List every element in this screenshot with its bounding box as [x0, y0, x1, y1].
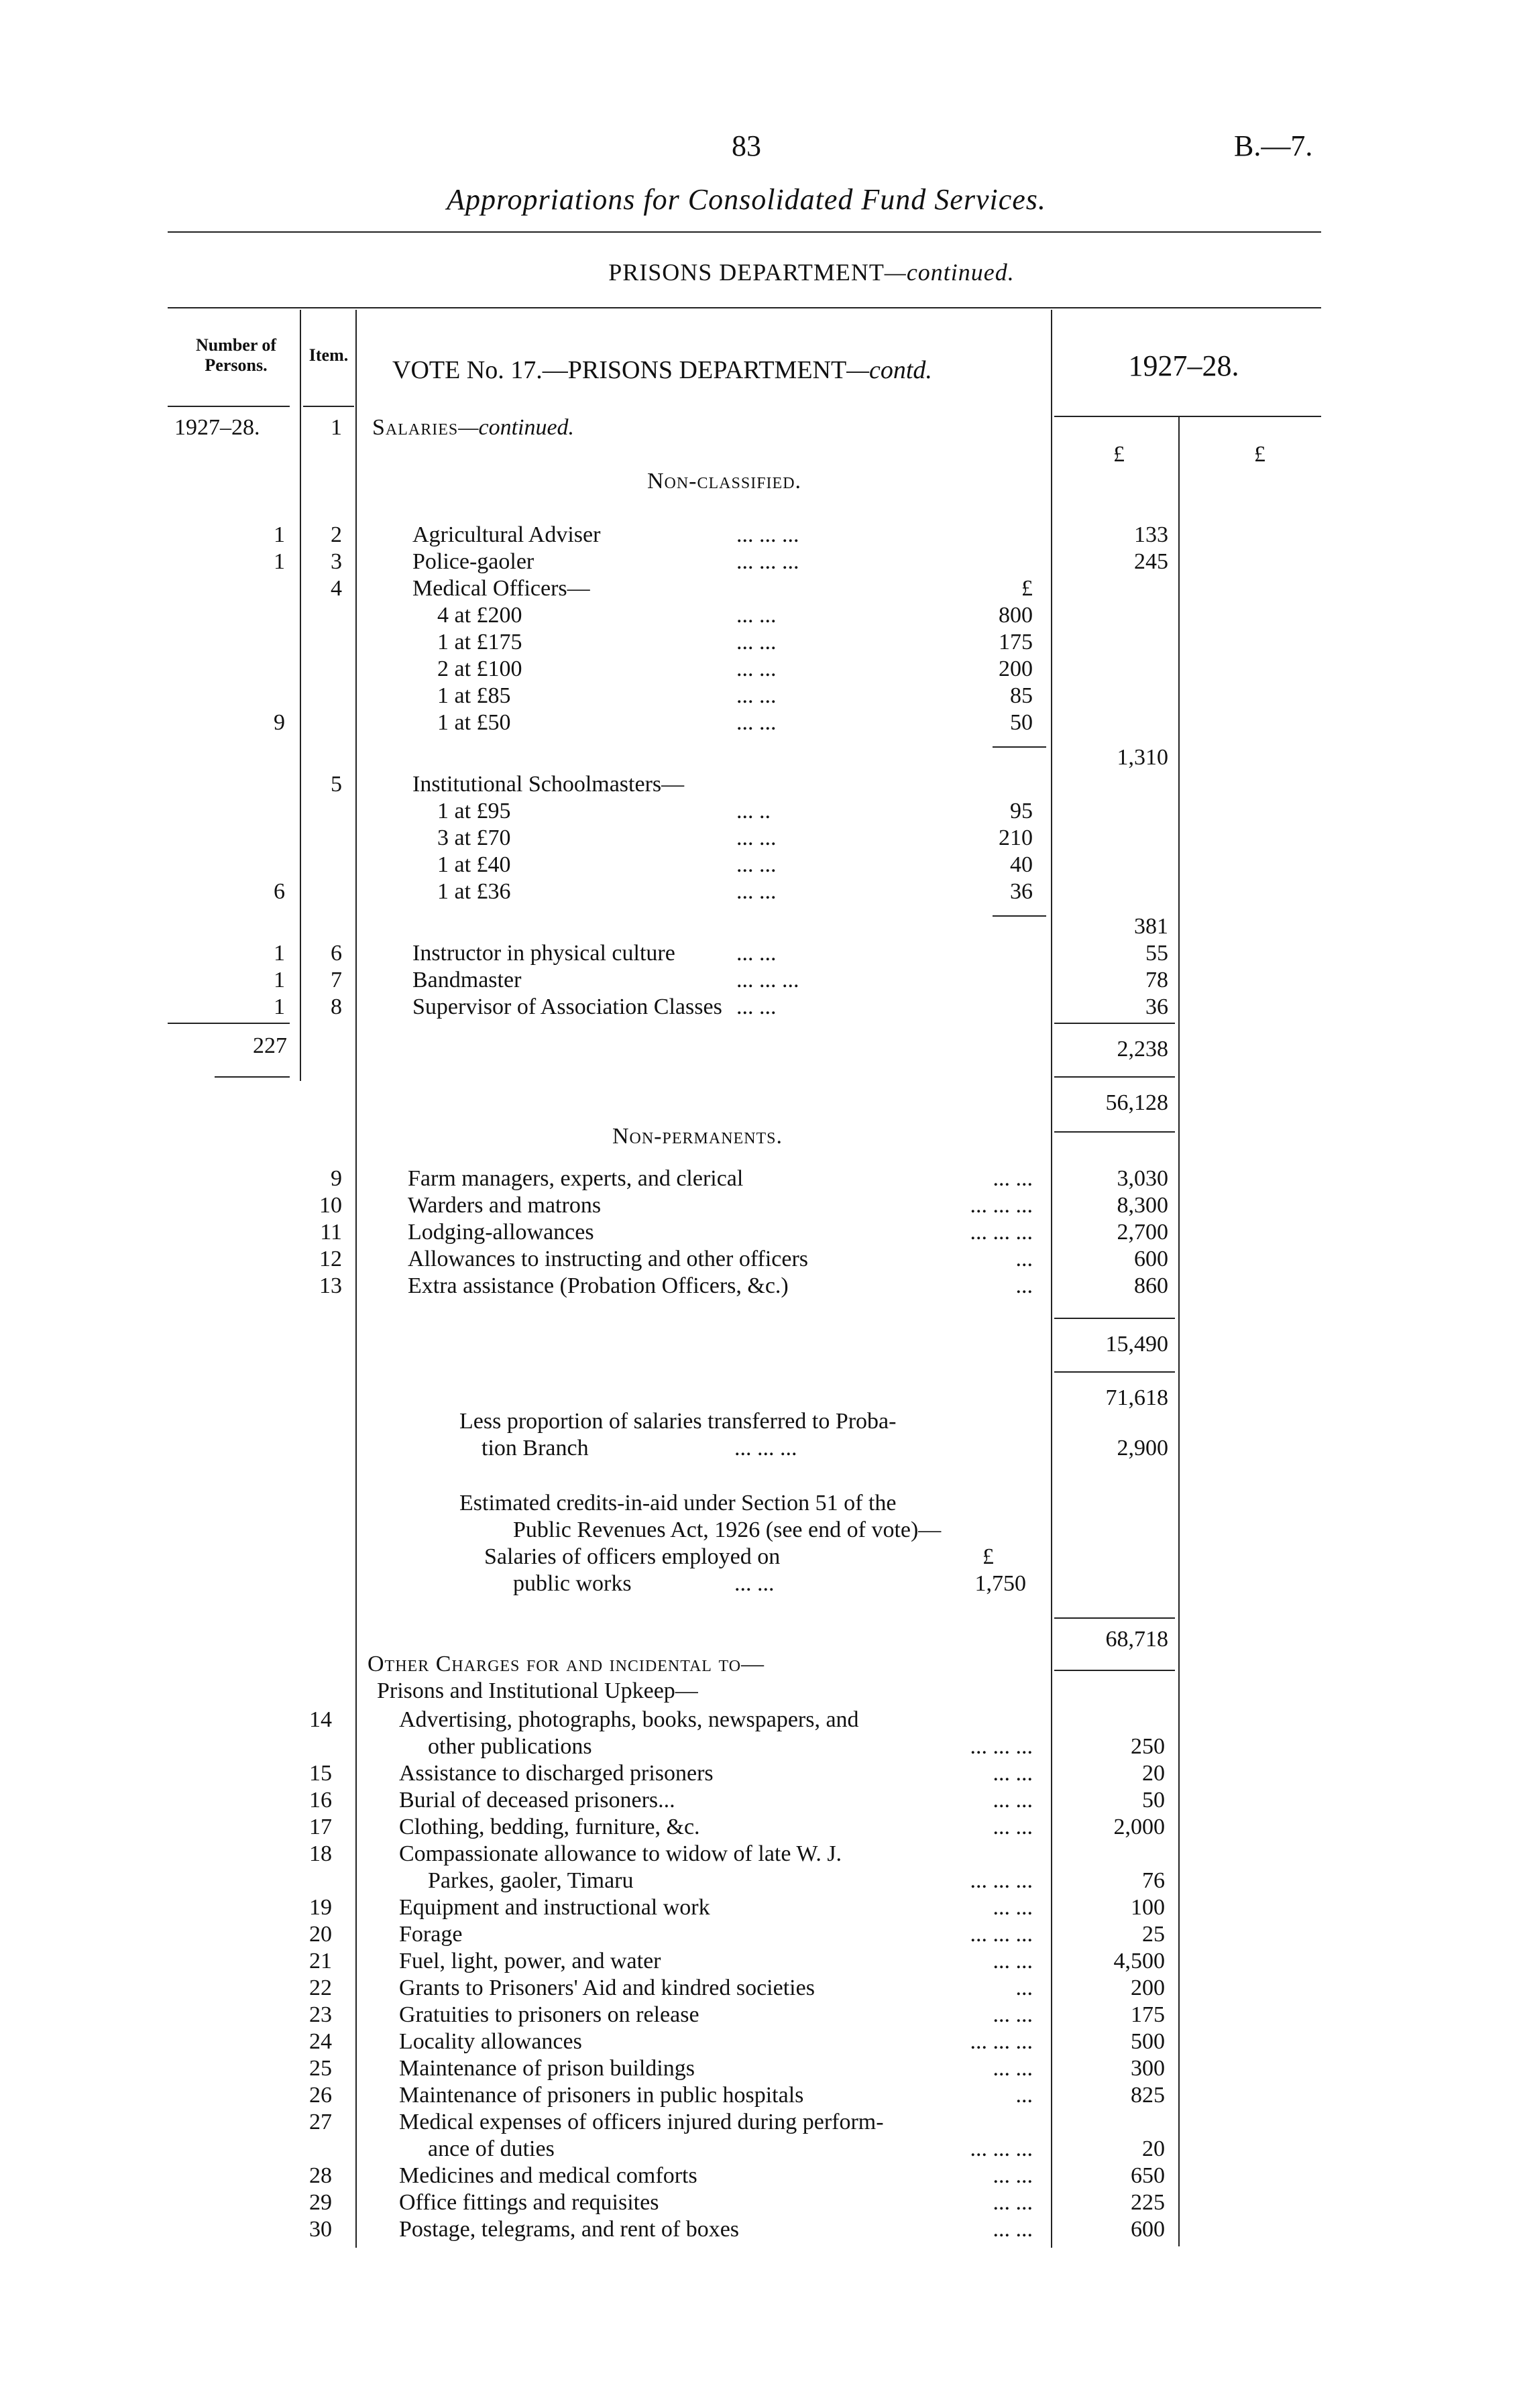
persons-count: 9	[274, 710, 285, 735]
item-number: 23	[309, 2002, 332, 2027]
leader-dots: ... ...	[736, 825, 777, 850]
table-top-rule	[168, 307, 1321, 308]
salary-description: 1 at £50	[437, 710, 511, 735]
other-charges-subheading: Prisons and Institutional Upkeep—	[377, 1678, 698, 1703]
leader-dots: ... ...	[993, 2217, 1033, 2242]
item-number: 4	[331, 576, 342, 601]
document-reference: B.—7.	[1234, 129, 1313, 162]
net-total-rule-bottom	[1054, 1670, 1175, 1671]
leader-dots: ... ...	[736, 603, 777, 628]
leader-dots: ... ...	[736, 879, 777, 904]
persons-count: 1	[274, 968, 285, 992]
np-subtotal-rule-top	[1054, 1318, 1175, 1319]
persons-count: 1	[274, 522, 285, 547]
np-description: Extra assistance (Probation Officers, &c.)	[408, 1273, 789, 1298]
persons-total: 227	[253, 1033, 287, 1058]
est-credits-line2: Public Revenues Act, 1926 (see end of vote)—	[513, 1517, 942, 1542]
item-number: 16	[309, 1788, 332, 1813]
charge-description: Grants to Prisoners' Aid and kindred societies	[399, 1975, 815, 2000]
leader-dots: ... ...	[993, 1895, 1033, 1920]
leader-dots: ... ...	[736, 630, 777, 654]
charge-description: Medicines and medical comforts	[399, 2163, 697, 2188]
item-number: 13	[319, 1273, 342, 1298]
charge-description: Compassionate allowance to widow of late W. J.	[399, 1841, 842, 1866]
salary-description: 1 at £40	[437, 852, 511, 877]
col-line-persons	[300, 310, 301, 1081]
leader-dots: ... ...	[736, 710, 777, 735]
salary-amount: 1,310	[1117, 745, 1168, 770]
np-amount: 3,030	[1117, 1166, 1168, 1191]
carried-total-rule	[1054, 1131, 1175, 1133]
persons-count: 1	[274, 994, 285, 1019]
salary-amount: 55	[1145, 941, 1168, 966]
leader-dots: ... ... ...	[970, 2029, 1033, 2054]
charge-description: Maintenance of prison buildings	[399, 2056, 695, 2081]
col-line-amount-left	[1051, 310, 1052, 2248]
charge-description: Locality allowances	[399, 2029, 582, 2054]
charge-amount: 200	[1131, 1975, 1165, 2000]
leader-dots: ...	[1015, 1247, 1033, 1271]
charge-amount: 50	[1142, 1788, 1165, 1813]
header-persons-rule	[168, 406, 290, 407]
salary-amount: 78	[1145, 968, 1168, 992]
est-credits-amount: 1,750	[974, 1571, 1026, 1596]
currency-symbol-1: £	[1113, 442, 1125, 467]
np-amount: 600	[1134, 1247, 1168, 1271]
salary-description: Police-gaoler	[412, 549, 534, 574]
np-amount: 2,700	[1117, 1220, 1168, 1245]
header-year: 1927–28.	[1128, 349, 1239, 382]
leader-dots: ... ... ...	[970, 1193, 1033, 1218]
charge-amount: 825	[1131, 2083, 1165, 2108]
charge-amount: 600	[1131, 2217, 1165, 2242]
salary-amount: 245	[1134, 549, 1168, 574]
np-description: Allowances to instructing and other officers	[408, 1247, 809, 1271]
salary-description: 1 at £85	[437, 683, 511, 708]
item-number: 22	[309, 1975, 332, 2000]
charge-description: Assistance to discharged prisoners	[399, 1761, 714, 1786]
schoolmasters-subtotal-rule	[993, 915, 1046, 917]
np-amount: 860	[1134, 1273, 1168, 1298]
charge-amount: 500	[1131, 2029, 1165, 2054]
est-credits-dots: ... ...	[734, 1571, 775, 1596]
item-number: 2	[331, 522, 342, 547]
item-number: 14	[309, 1707, 332, 1732]
charge-amount: 4,500	[1113, 1949, 1165, 1973]
est-credits-currency: £	[982, 1544, 994, 1569]
item-number: 28	[309, 2163, 332, 2188]
less-proportion-amount: 2,900	[1117, 1436, 1168, 1460]
charge-amount: 225	[1131, 2190, 1165, 2215]
np-description: Lodging-allowances	[408, 1220, 594, 1245]
salary-description: 1 at £36	[437, 879, 511, 904]
salaries-subtotal-rule-top	[1054, 1023, 1175, 1024]
np-amount: 8,300	[1117, 1193, 1168, 1218]
leader-dots: ... ... ...	[736, 522, 799, 547]
salaries-subtotal-rule-bottom	[1054, 1076, 1175, 1078]
item-number: 26	[309, 2083, 332, 2108]
salary-subamount: 85	[1010, 683, 1033, 708]
header-number-of-persons: Number of Persons.	[195, 335, 277, 375]
currency-symbol-2: £	[1254, 442, 1265, 467]
charge-amount: 20	[1142, 2136, 1165, 2161]
charge-description-cont: other publications	[428, 1734, 592, 1759]
charge-amount: 100	[1131, 1895, 1165, 1920]
item-number: 8	[331, 994, 342, 1019]
salaries-item: 1	[331, 415, 342, 440]
item-number: 3	[331, 549, 342, 574]
salary-description: 1 at £175	[437, 630, 522, 654]
item-number: 15	[309, 1761, 332, 1786]
item-number: 19	[309, 1895, 332, 1920]
salary-description: 4 at £200	[437, 603, 522, 628]
leader-dots: ... ...	[993, 1166, 1033, 1191]
leader-dots: ... ...	[736, 852, 777, 877]
leader-dots: ... ...	[993, 1788, 1033, 1813]
np-subtotal: 15,490	[1105, 1332, 1168, 1357]
charge-amount: 175	[1131, 2002, 1165, 2027]
leader-dots: ... ...	[736, 656, 777, 681]
salary-description: Agricultural Adviser	[412, 522, 601, 547]
non-permanents-heading: Non-permanents.	[612, 1124, 783, 1149]
charge-description: Gratuities to prisoners on release	[399, 2002, 699, 2027]
col-line-item-header	[355, 310, 357, 417]
charge-description: Office fittings and requisites	[399, 2190, 659, 2215]
leader-dots: ... ... ...	[736, 968, 799, 992]
non-classified-heading: Non-classified.	[646, 469, 802, 494]
leader-dots: ... ...	[993, 1949, 1033, 1973]
leader-dots: ... ... ...	[970, 1220, 1033, 1245]
persons-total-rule-top	[168, 1023, 290, 1024]
item-number: 11	[320, 1220, 342, 1245]
header-year-rule	[1054, 416, 1321, 417]
item-number: 20	[309, 1922, 332, 1947]
salaries-carried-total: 56,128	[1105, 1090, 1168, 1115]
item-number: 17	[309, 1815, 332, 1839]
item-number: 18	[309, 1841, 332, 1866]
charge-description: Advertising, photographs, books, newspapers, and	[399, 1707, 859, 1732]
leader-dots: ... ...	[736, 994, 777, 1019]
leader-dots: ...	[1015, 2083, 1033, 2108]
item-number: 27	[309, 2110, 332, 2134]
salary-amount: 133	[1134, 522, 1168, 547]
charge-amount: 20	[1142, 1761, 1165, 1786]
item-number: 10	[319, 1193, 342, 1218]
title-rule	[168, 231, 1321, 233]
item-number: 7	[331, 968, 342, 992]
charge-description: Medical expenses of officers injured during perform-	[399, 2110, 884, 2134]
header-item-rule	[303, 406, 354, 407]
salary-description: 2 at £100	[437, 656, 522, 681]
salary-subamount: 800	[999, 603, 1033, 628]
less-proportion-dots: ... ... ...	[734, 1436, 797, 1460]
header-item: Item.	[308, 345, 349, 365]
leader-dots: ... ... ...	[970, 2136, 1033, 2161]
salary-subamount: 210	[999, 825, 1033, 850]
leader-dots: ... ...	[993, 1761, 1033, 1786]
charge-amount: 300	[1131, 2056, 1165, 2081]
charge-description-cont: Parkes, gaoler, Timaru	[428, 1868, 634, 1893]
salary-subamount: 36	[1010, 879, 1033, 904]
leader-dots: ... ...	[736, 941, 777, 966]
other-charges-heading: Other Charges for and incidental to—	[368, 1652, 765, 1676]
salary-description: 1 at £95	[437, 799, 511, 823]
leader-dots: ...	[1015, 1975, 1033, 2000]
salary-description: Medical Officers—	[412, 576, 590, 601]
np-total: 71,618	[1105, 1385, 1168, 1410]
salary-subamount: £	[1021, 576, 1033, 601]
charge-description: Clothing, bedding, furniture, &c.	[399, 1815, 700, 1839]
col-line-item	[355, 417, 357, 2248]
charge-description: Fuel, light, power, and water	[399, 1949, 661, 1973]
np-subtotal-rule-bottom	[1054, 1371, 1175, 1373]
salary-subamount: 95	[1010, 799, 1033, 823]
less-proportion-line1: Less proportion of salaries transferred to Proba-	[459, 1409, 897, 1434]
item-number: 12	[319, 1247, 342, 1271]
leader-dots: ... ... ...	[970, 1922, 1033, 1947]
item-number: 30	[309, 2217, 332, 2242]
salary-description: Supervisor of Association Classes	[412, 994, 722, 1019]
leader-dots: ... ...	[993, 2163, 1033, 2188]
est-credits-line3: Salaries of officers employed on	[484, 1544, 781, 1569]
leader-dots: ...	[1015, 1273, 1033, 1298]
charge-amount: 76	[1142, 1868, 1165, 1893]
persons-count: 6	[274, 879, 285, 904]
leader-dots: ... ..	[736, 799, 771, 823]
salaries-subtotal: 2,238	[1117, 1037, 1168, 1062]
salary-description: Institutional Schoolmasters—	[412, 772, 685, 797]
leader-dots: ... ... ...	[970, 1734, 1033, 1759]
charge-amount: 2,000	[1113, 1815, 1165, 1839]
leader-dots: ... ...	[993, 2056, 1033, 2081]
persons-count: 1	[274, 941, 285, 966]
header-vote-title: VOTE No. 17.—PRISONS DEPARTMENT—contd.	[392, 356, 932, 384]
page-title: Appropriations for Consolidated Fund Services.	[447, 183, 1046, 216]
salaries-heading: Salaries—continued.	[372, 415, 575, 440]
charge-description: Equipment and instructional work	[399, 1895, 710, 1920]
leader-dots: ... ...	[993, 2190, 1033, 2215]
col-line-amount-right	[1178, 416, 1180, 2246]
charge-amount: 25	[1142, 1922, 1165, 1947]
item-number: 24	[309, 2029, 332, 2054]
salary-description: Bandmaster	[412, 968, 522, 992]
leader-dots: ... ... ...	[970, 1868, 1033, 1893]
charge-description: Postage, telegrams, and rent of boxes	[399, 2217, 740, 2242]
salary-amount: 381	[1134, 914, 1168, 939]
leader-dots: ... ...	[736, 683, 777, 708]
est-credits-line1: Estimated credits-in-aid under Section 51 of the	[459, 1491, 897, 1515]
net-total-rule-top	[1054, 1617, 1175, 1619]
item-number: 25	[309, 2056, 332, 2081]
item-number: 29	[309, 2190, 332, 2215]
leader-dots: ... ...	[993, 1815, 1033, 1839]
leader-dots: ... ...	[993, 2002, 1033, 2027]
salary-description: Instructor in physical culture	[412, 941, 675, 966]
item-number: 21	[309, 1949, 332, 1973]
charge-amount: 250	[1131, 1734, 1165, 1759]
medical-subtotal-rule	[993, 746, 1046, 748]
salary-subamount: 175	[999, 630, 1033, 654]
charge-description: Maintenance of prisoners in public hospitals	[399, 2083, 804, 2108]
persons-total-rule-bottom	[215, 1076, 290, 1078]
charge-description: Burial of deceased prisoners...	[399, 1788, 675, 1813]
leader-dots: ... ... ...	[736, 549, 799, 574]
np-description: Warders and matrons	[408, 1193, 602, 1218]
charge-description-cont: ance of duties	[428, 2136, 555, 2161]
item-number: 6	[331, 941, 342, 966]
salary-subamount: 40	[1010, 852, 1033, 877]
charge-description: Forage	[399, 1922, 463, 1947]
persons-count: 1	[274, 549, 285, 574]
salary-amount: 36	[1145, 994, 1168, 1019]
salaries-year: 1927–28.	[174, 415, 260, 440]
charge-amount: 650	[1131, 2163, 1165, 2188]
np-description: Farm managers, experts, and clerical	[408, 1166, 744, 1191]
less-proportion-line2: tion Branch	[482, 1436, 589, 1460]
item-number: 9	[331, 1166, 342, 1191]
salary-description: 3 at £70	[437, 825, 511, 850]
salary-subamount: 50	[1010, 710, 1033, 735]
net-total: 68,718	[1105, 1627, 1168, 1652]
page-number: 83	[732, 129, 761, 162]
salary-subamount: 200	[999, 656, 1033, 681]
est-credits-line4: public works	[513, 1571, 632, 1596]
item-number: 5	[331, 772, 342, 797]
department-heading: PRISONS DEPARTMENT—continued.	[608, 259, 1015, 286]
